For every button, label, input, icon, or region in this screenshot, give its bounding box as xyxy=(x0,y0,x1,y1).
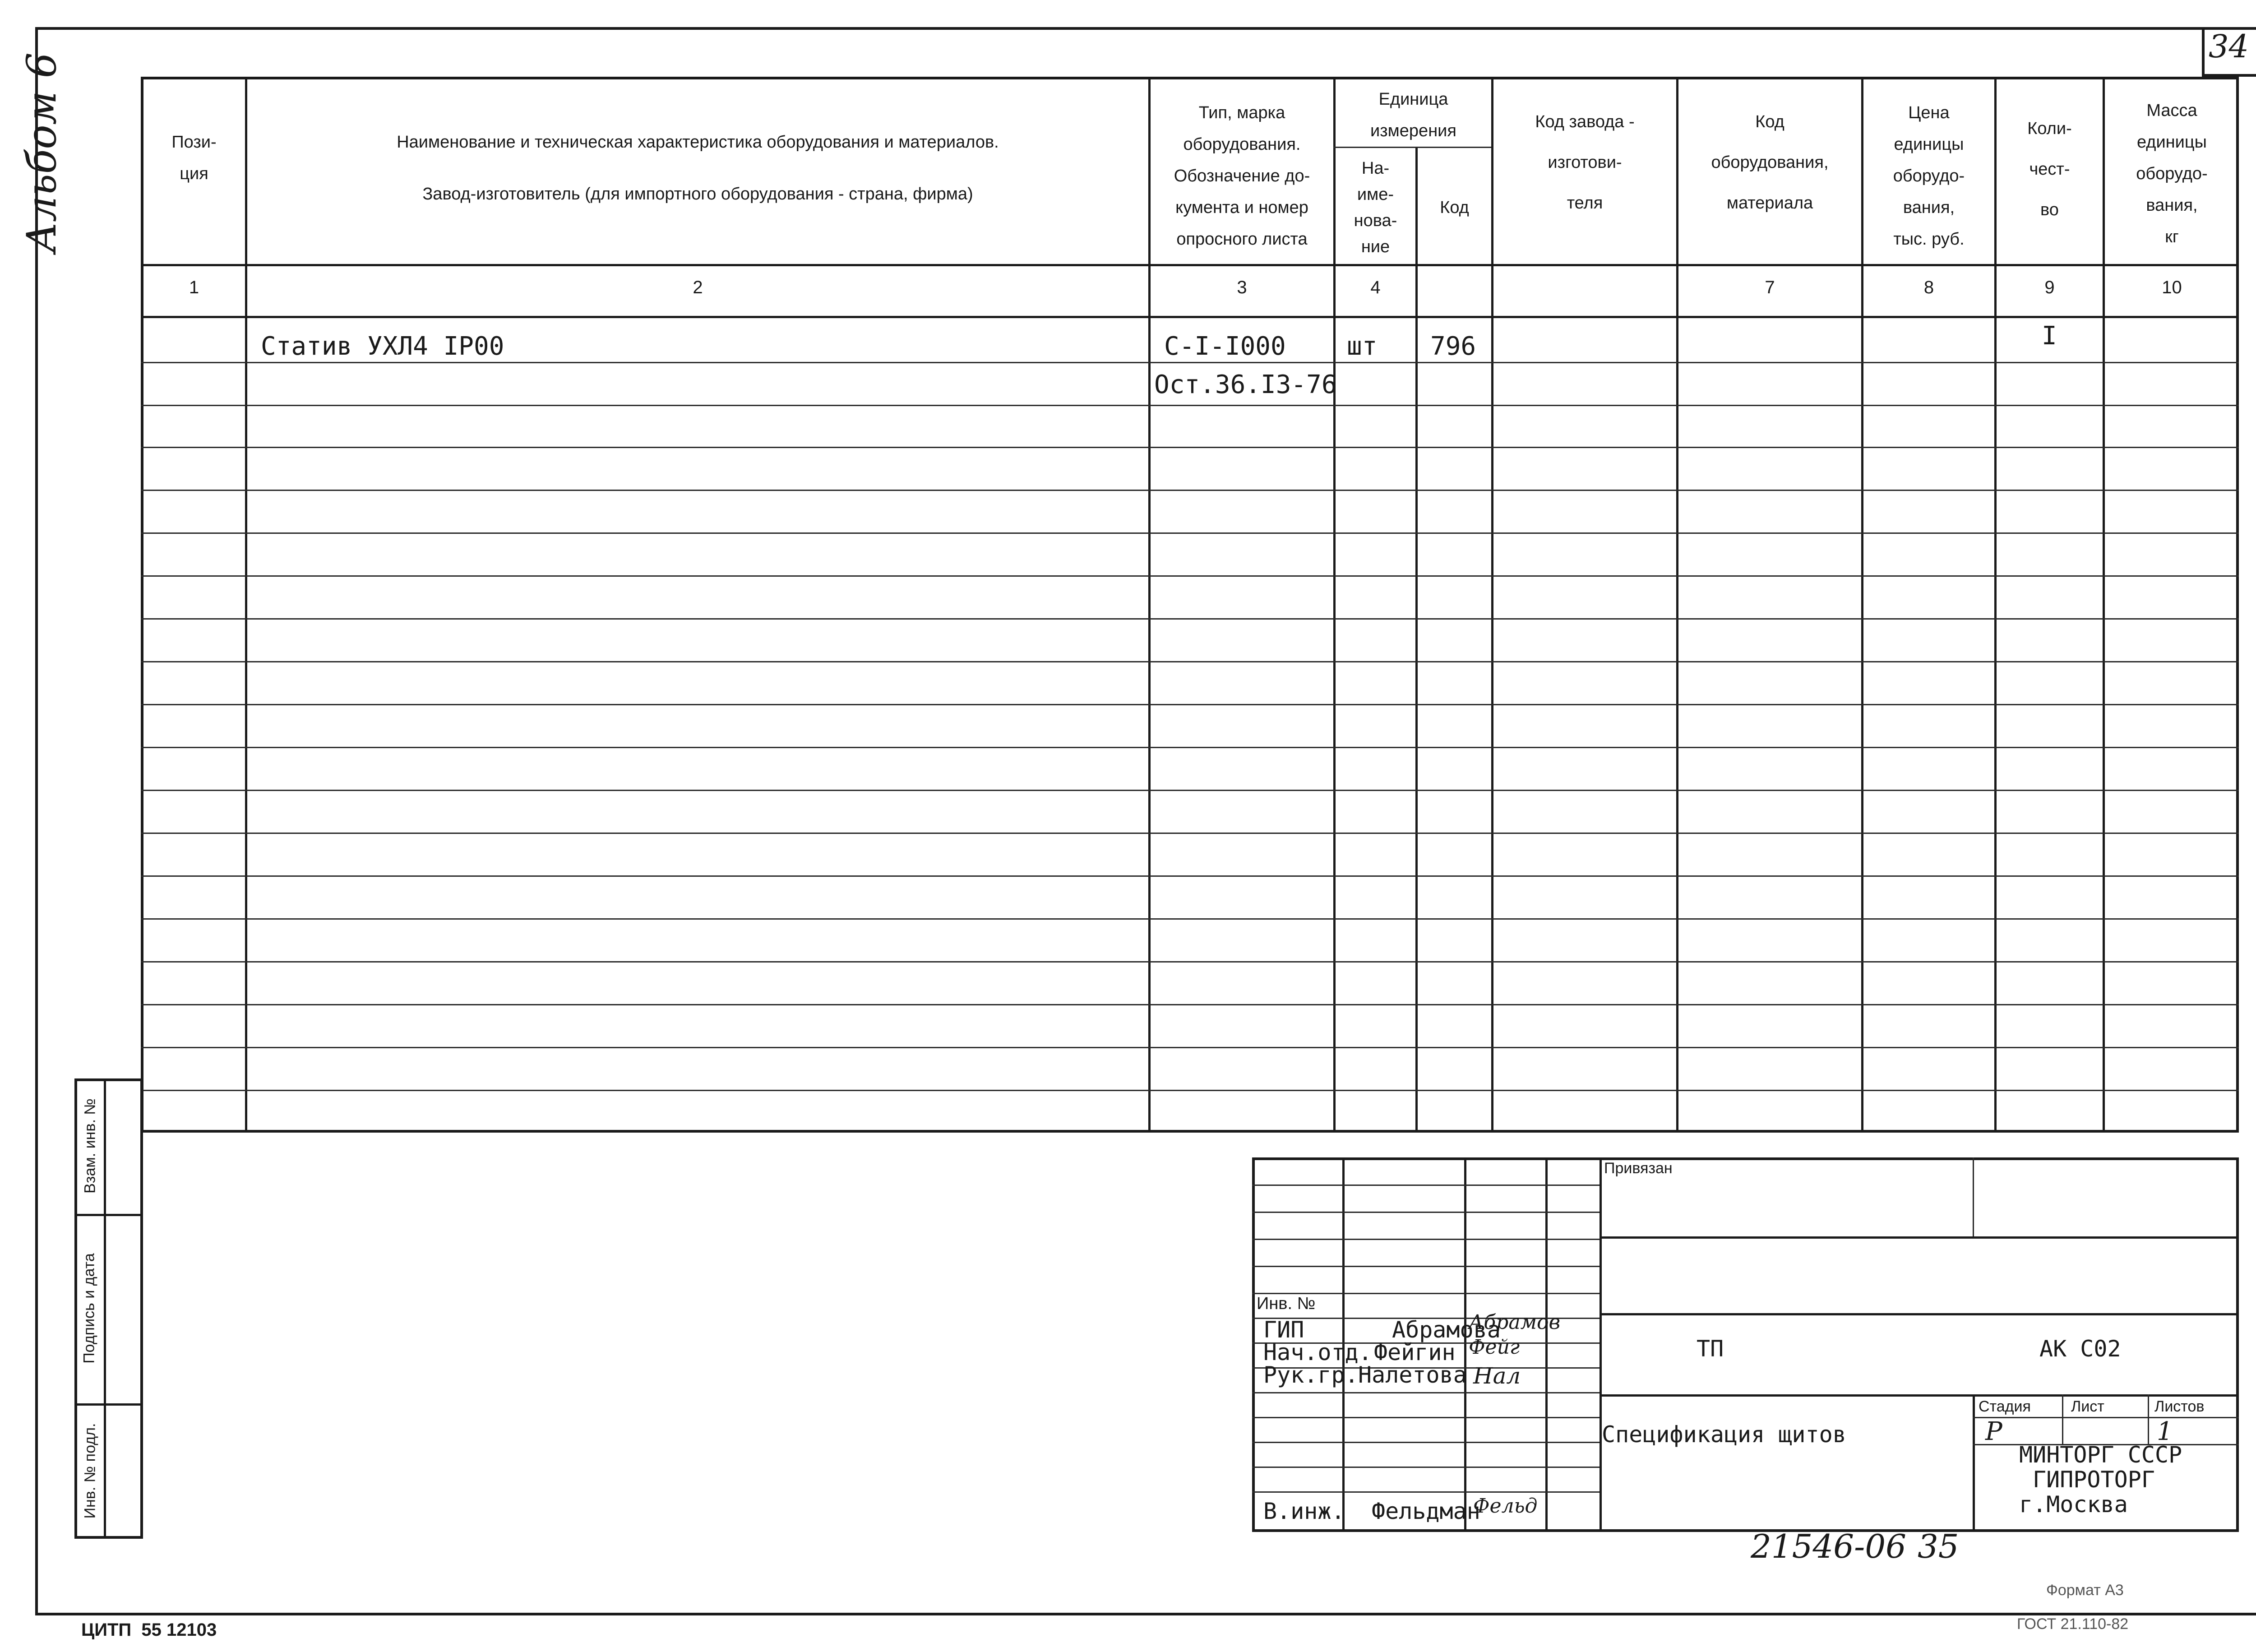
row-line xyxy=(141,490,2239,491)
tb-vline xyxy=(1973,1394,1975,1532)
header-position: Пози- ция xyxy=(171,133,217,183)
colnum-8: 8 xyxy=(1923,278,1934,297)
tb-hline xyxy=(1252,1392,1600,1393)
side-stamp-inv-podl: Инв. № подл. xyxy=(81,1423,99,1519)
format-label: Формат А3 xyxy=(2046,1582,2124,1599)
unit-group-line xyxy=(1333,147,1491,148)
colnum-bottom-line xyxy=(141,316,2239,318)
signature-gip: Абрамов xyxy=(1469,1311,1561,1334)
tb-hline xyxy=(1600,1394,2239,1397)
tb-hline xyxy=(1252,1266,1600,1267)
row-line xyxy=(141,1004,2239,1005)
gost-label: ГОСТ 21.110-82 xyxy=(2017,1615,2129,1633)
name-head-dept: Фейгин xyxy=(1374,1339,1456,1365)
header-equipment-code: Код оборудования, материала xyxy=(1711,112,1829,213)
tb-hline xyxy=(1600,1313,2239,1315)
tb-vline xyxy=(1600,1157,1602,1532)
org-line-1: МИНТОРГ СССР xyxy=(2019,1442,2182,1468)
tb-vline xyxy=(1973,1157,1974,1236)
tb-hline xyxy=(1252,1212,1600,1213)
tp-label: ТП xyxy=(1697,1336,1724,1362)
tb-vline xyxy=(1545,1157,1548,1532)
side-stamp-podpis: Подпись и дата xyxy=(80,1253,98,1364)
header-unit-name: На- име- нова- ние xyxy=(1354,159,1397,256)
row-line xyxy=(141,747,2239,748)
sheet-label: Лист xyxy=(2071,1398,2104,1415)
page-number: 34 xyxy=(2209,28,2249,65)
stage-value: Р xyxy=(1985,1417,2002,1446)
row-line xyxy=(141,618,2239,620)
colnum-9: 9 xyxy=(2044,278,2055,297)
role-group-lead: Рук.гр. xyxy=(1263,1362,1359,1388)
sheets-label: Листов xyxy=(2154,1398,2205,1415)
role-gip: ГИП xyxy=(1263,1317,1304,1343)
col-line xyxy=(245,77,247,1133)
tb-vline xyxy=(2148,1394,2149,1444)
col-line xyxy=(1415,147,1418,1133)
signature-lead-engineer: Фельд xyxy=(1473,1495,1538,1518)
tb-hline xyxy=(1252,1185,1600,1186)
colnum-2: 2 xyxy=(693,278,703,297)
row-line xyxy=(141,833,2239,834)
header-quantity: Коли- чест- во xyxy=(2027,119,2072,219)
header-type: Тип, марка оборудования. Обозначение до- кумента и номер опросного листа xyxy=(1174,103,1310,249)
tb-hline xyxy=(1252,1491,1600,1493)
row-line xyxy=(141,1047,2239,1048)
item-type: С-I-I000 xyxy=(1164,332,1286,361)
row-line xyxy=(141,1090,2239,1091)
row-line xyxy=(141,704,2239,705)
doc-code: АК С02 xyxy=(2039,1336,2121,1362)
tb-hline xyxy=(1973,1417,2239,1418)
tb-vline xyxy=(2062,1394,2063,1444)
header-unit-group: Единица измерения xyxy=(1370,90,1456,140)
header-name-line2: Завод-изготовитель (для импортного оборудования - страна, фирма) xyxy=(422,185,973,204)
privyazan-label: Привязан xyxy=(1604,1160,1673,1177)
signature-group-lead: Нал xyxy=(1473,1363,1521,1389)
row-line xyxy=(141,961,2239,963)
name-group-lead: Налетова xyxy=(1358,1362,1467,1388)
col-line xyxy=(1994,77,1997,1133)
col-line xyxy=(1676,77,1678,1133)
sheets-value: 1 xyxy=(2157,1417,2173,1446)
row-line xyxy=(141,575,2239,577)
tb-hline xyxy=(1252,1467,1600,1468)
name-lead-engineer: Фельдман xyxy=(1372,1498,1480,1524)
stage-label: Стадия xyxy=(1979,1398,2031,1415)
tb-hline xyxy=(1252,1239,1600,1240)
side-stamp-line xyxy=(74,1214,143,1216)
project-number: 21546-06 xyxy=(1751,1527,1906,1565)
project-sheet: 35 xyxy=(1918,1527,1959,1565)
colnum-10: 10 xyxy=(2162,278,2182,297)
header-bottom-line xyxy=(141,264,2239,266)
header-price: Цена единицы оборудо- вания, тыс. руб. xyxy=(1893,103,1965,249)
item-name: Статив УХЛ4 IP00 xyxy=(261,332,504,361)
org-line-2: ГИПРОТОРГ xyxy=(2033,1467,2155,1493)
row-line xyxy=(141,362,2239,363)
role-head-dept: Нач.отд. xyxy=(1263,1339,1372,1365)
name-gip: Абрамова xyxy=(1392,1317,1501,1343)
tb-hline xyxy=(1600,1236,2239,1239)
colnum-1: 1 xyxy=(189,278,199,297)
item-type-standard: Ост.36.I3-76 xyxy=(1154,370,1337,399)
row-line xyxy=(141,790,2239,791)
tb-hline xyxy=(1252,1417,1600,1418)
doc-title: Спецификация щитов xyxy=(1602,1421,1846,1448)
colnum-7: 7 xyxy=(1765,278,1775,297)
footer-left: ЦИТП 55 12103 xyxy=(81,1620,217,1640)
side-stamp-vzam: Взам. инв. № xyxy=(81,1098,99,1194)
header-name-line1: Наименование и техническая характеристика оборудования и материалов. xyxy=(397,133,999,152)
inv-no-label: Инв. № xyxy=(1257,1294,1316,1313)
row-line xyxy=(141,875,2239,877)
side-stamp-divider xyxy=(104,1078,106,1539)
tb-vline xyxy=(1464,1157,1466,1532)
signature-head-dept: Фейг xyxy=(1469,1336,1520,1359)
row-line xyxy=(141,918,2239,920)
album-label: Альбом 6 xyxy=(18,52,65,253)
colnum-3: 3 xyxy=(1237,278,1247,297)
col-line xyxy=(1491,77,1493,1133)
header-mass: Масса единицы оборудо- вания, кг xyxy=(2136,101,2208,246)
item-unit: шт xyxy=(1347,332,1378,361)
row-line xyxy=(141,661,2239,662)
colnum-4: 4 xyxy=(1370,278,1381,297)
item-quantity: I xyxy=(2042,321,2057,351)
row-line xyxy=(141,532,2239,534)
row-line xyxy=(141,405,2239,406)
role-lead-engineer: В.инж. xyxy=(1263,1498,1345,1524)
header-factory-code: Код завода - изготови- теля xyxy=(1535,112,1635,213)
tb-hline xyxy=(1252,1442,1600,1443)
item-unit-code: 796 xyxy=(1430,332,1476,361)
org-line-3: г.Москва xyxy=(2019,1491,2128,1518)
row-line xyxy=(141,447,2239,448)
header-unit-code: Код xyxy=(1440,198,1469,217)
